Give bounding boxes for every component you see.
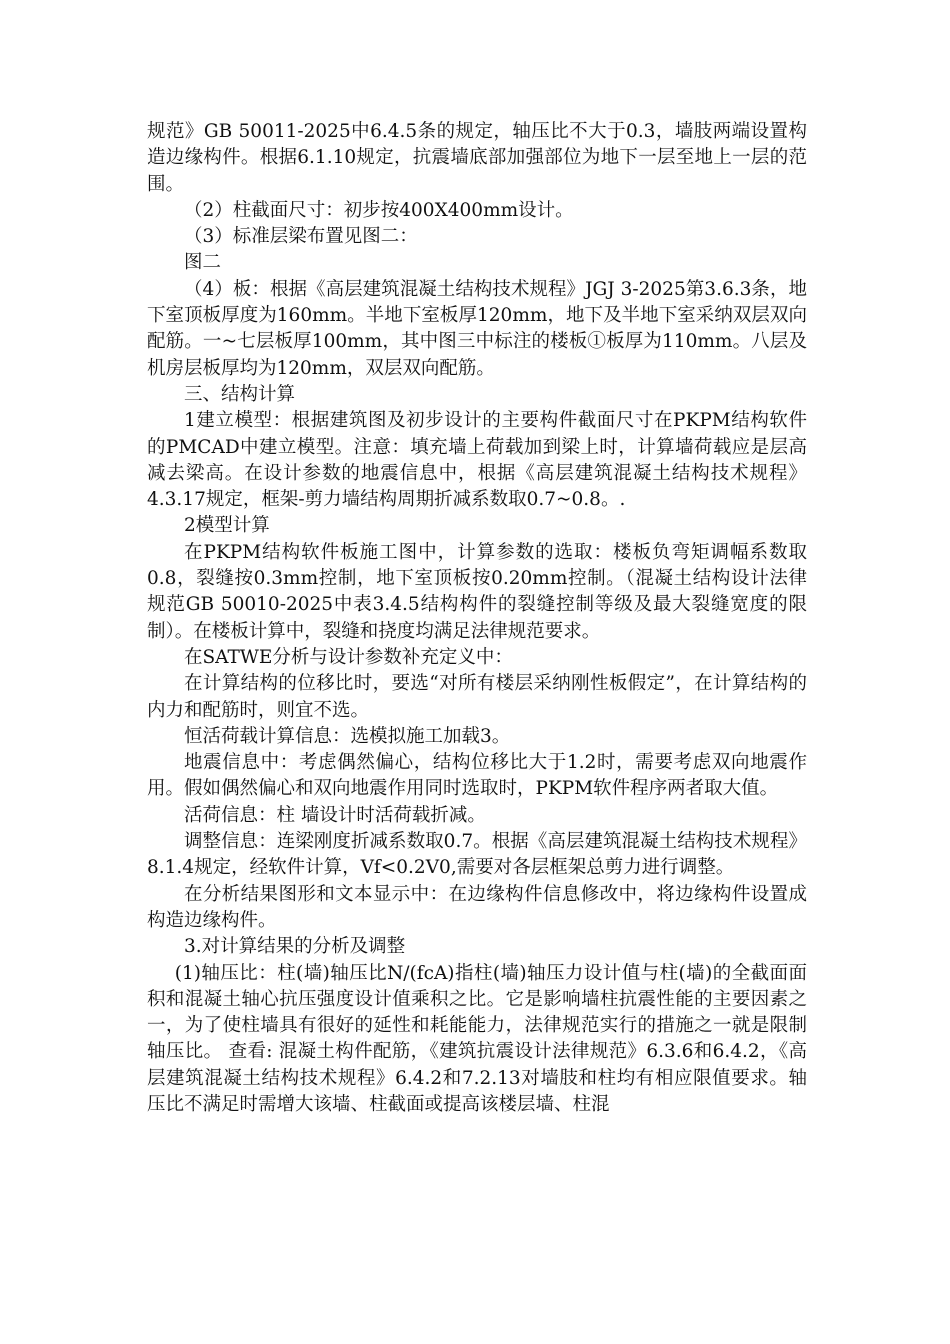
document-body (147, 119, 807, 1118)
paragraph-boundary-members: 在分析结果图形和文本显示中：在边缘构件信息修改中，将边缘构件设置成构造边缘构件。 (147, 883, 807, 931)
paragraph-adjustment-info: 调整信息：连梁刚度折减系数取0.7。根据《高层建筑混凝土结构技术规程》8.1.4规定，经软件计算，Vf<0.2V0,需要对各层框架总剪力进行调整。 (147, 831, 807, 879)
paragraph-beam-layout: （3）标准层梁布置见图二： (184, 226, 418, 248)
subheading-model-calculation: 2模型计算 (184, 515, 270, 537)
paragraph-slab: （4）板：根据《高层建筑混凝土结构技术规程》JGJ 3-2025第3.6.3条，地下室顶板厚度为160mm。半地下室板厚120mm，地下及半地下室采纳双层双向配筋。一~七层板厚100mm，其中图三中标注的楼板①板厚为110mm。八层及机房层板厚均为120mm，双层双向配筋。 (147, 278, 807, 379)
paragraph-axial-compression-ratio: (1)轴压比：柱(墙)轴压比N/(fcA)指柱(墙)轴压力设计值与柱(墙)的全截面面积和混凝土轴心抗压强度设计值乘积之比。它是影响墙柱抗震性能的主要因素之一，为了使柱墙具有很好的延性和耗能能力，法律规范实行的措施之一就是限制轴压比。 查看: 混凝土构件配筋，《建筑抗震设计法律规范》6.3.6和6.4.2，《高层建筑混凝土结构技术规程》6.4.2和7.2.13对墙肢和柱均有相应限值要求。轴压比不满足时需增大该墙、柱截面或提高该楼层墙、柱混 (147, 962, 807, 1115)
subheading-result-analysis: 3.对计算结果的分析及调整 (184, 936, 406, 958)
paragraph-satwe-parameters: 在SATWE分析与设计参数补充定义中： (184, 646, 513, 668)
paragraph-load-calculation: 恒活荷载计算信息：选模拟施工加载3。 (184, 725, 511, 747)
paragraph-build-model: 1建立模型：根据建筑图及初步设计的主要构件截面尺寸在PKPM结构软件的PMCAD中建立模型。注意：填充墙上荷载加到梁上时，计算墙荷载应是层高减去梁高。在设计参数的地震信息中，根据《高层建筑混凝土结构技术规程》4.3.17规定，框架-剪力墙结构周期折减系数取0.7~0.8。. (147, 410, 807, 511)
section-heading-structural-calculation: 三、结构计算 (184, 383, 296, 405)
paragraph-live-load-info: 活荷信息：柱 墙设计时活荷载折减。 (184, 804, 486, 826)
figure-caption: 图二 (184, 252, 222, 274)
paragraph-seismic-code-continuation: 规范》GB 50011-2025中6.4.5条的规定，轴压比不大于0.3，墙肢两端设置构造边缘构件。根据6.1.10规定，抗震墙底部加强部位为地下一层至地上一层的范围。 (147, 121, 807, 195)
paragraph-displacement-ratio: 在计算结构的位移比时，要选“对所有楼层采纳刚性板假定”，在计算结构的内力和配筋时，则宜不选。 (147, 673, 807, 721)
paragraph-seismic-info: 地震信息中：考虑偶然偏心，结构位移比大于1.2时，需要考虑双向地震作用。假如偶然偏心和双向地震作用同时选取时，PKPM软件程序两者取大值。 (147, 752, 807, 800)
paragraph-pkpm-slab-parameters: 在PKPM结构软件板施工图中，计算参数的选取：楼板负弯矩调幅系数取0.8，裂缝按0.3mm控制，地下室顶板按0.20mm控制。（混凝土结构设计法律规范GB 50010-2025中表3.4.5结构构件的裂缝控制等级及最大裂缝宽度的限制）。在楼板计算中，裂缝和挠度均满足法律规范要求。 (147, 541, 807, 642)
paragraph-column-section: （2）柱截面尺寸：初步按400X400mm设计。 (184, 199, 574, 221)
